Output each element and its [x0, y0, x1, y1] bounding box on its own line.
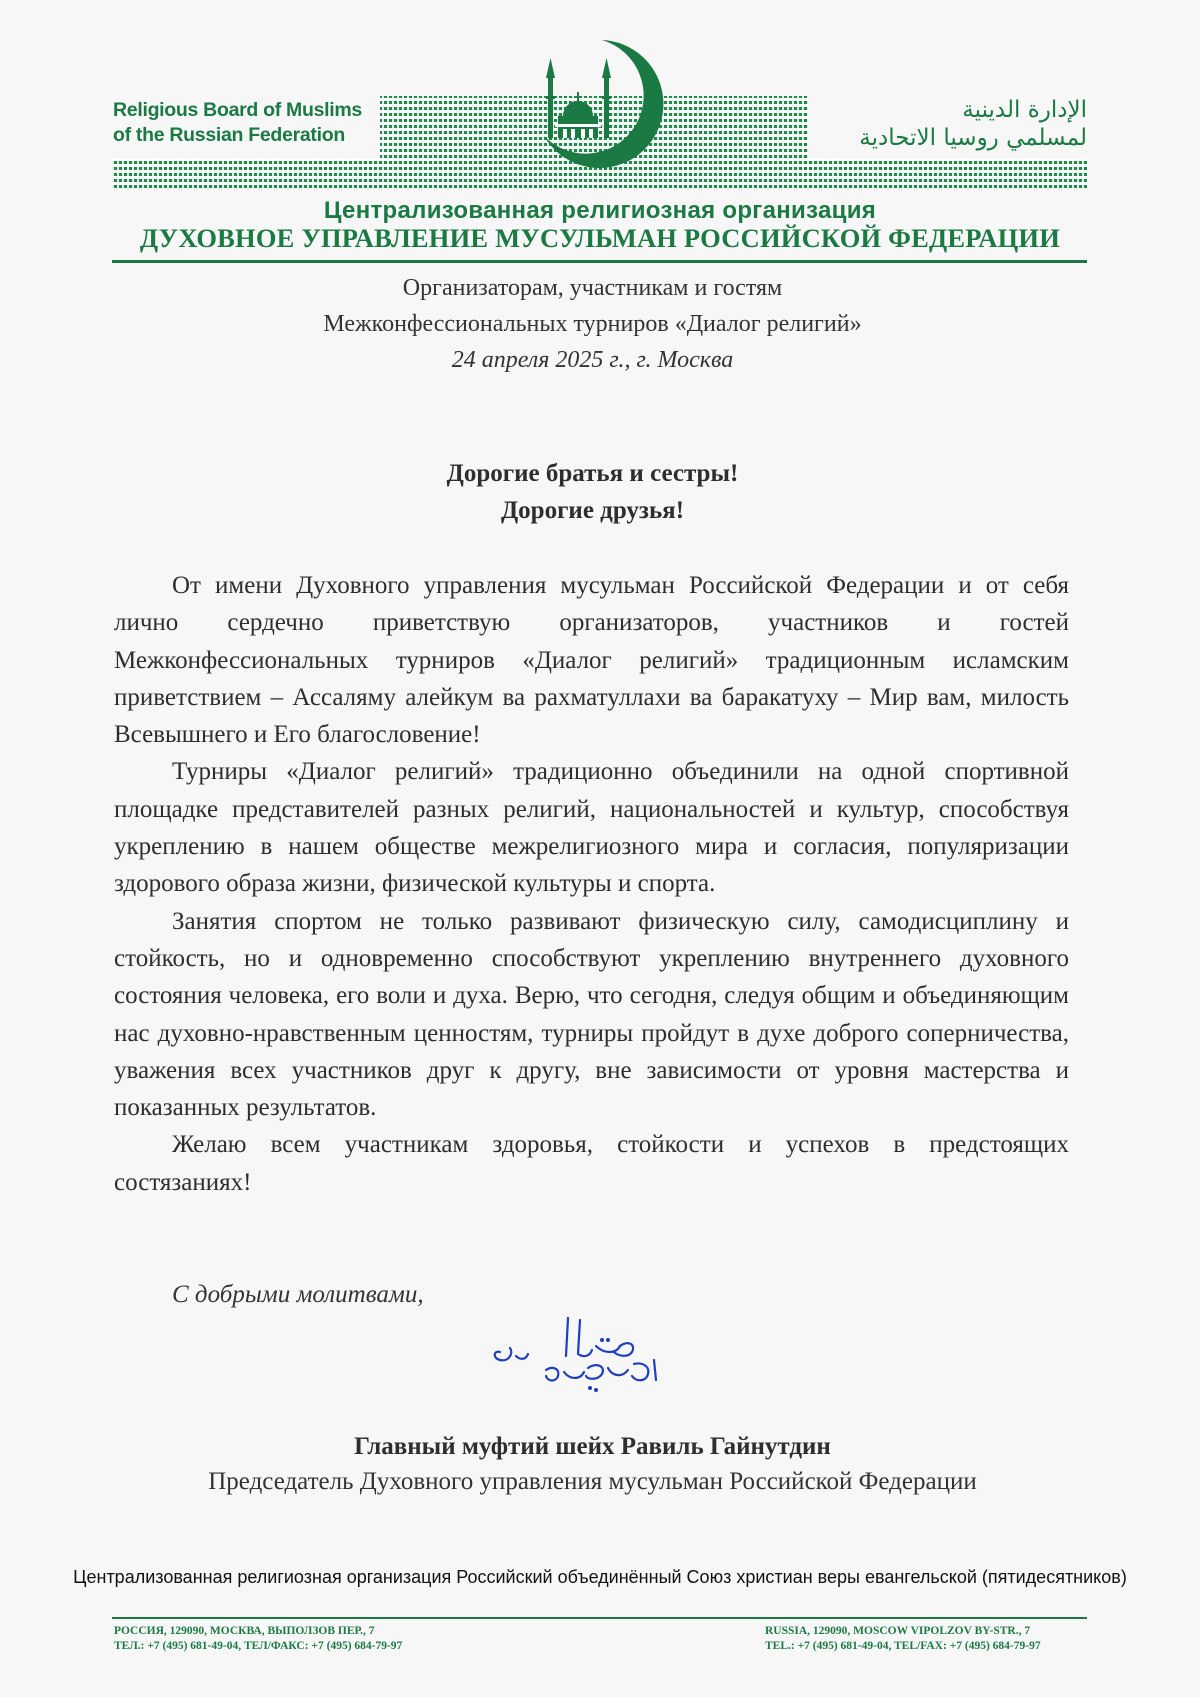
date-place: 24 апреля 2025 г., г. Москва — [451, 347, 734, 373]
footer-left-line1: РОССИЯ, 129090, МОСКВА, ВЫПОЛЗОВ ПЕР., 7 — [114, 1625, 375, 1637]
letterhead-english-line1: Religious Board of Muslims — [113, 99, 362, 121]
footer-right-line1: RUSSIA, 129090, MOSCOW VIPOLZOV BY-STR., 7 — [765, 1625, 1031, 1637]
letter-body — [114, 567, 1069, 1201]
footer-divider — [112, 1617, 1087, 1619]
addressee-line1: Организаторам, участникам и гостям — [402, 275, 783, 301]
letterhead-arabic-name — [800, 96, 1087, 152]
signer-title: Председатель Духовного управления мусульман Российской Федерации — [208, 1468, 977, 1495]
header-divider — [112, 260, 1087, 263]
footer-address-russian — [114, 1624, 402, 1654]
greeting-line1: Дорогие братья и сестры! — [446, 460, 739, 487]
footer-address-english — [765, 1624, 1041, 1654]
addressee-line2: Межконфессиональных турниров «Диалог религий» — [323, 311, 862, 337]
footer-left-line2: ТЕЛ.: +7 (495) 681-49-04, ТЕЛ/ФАКС: +7 (495) 684-79-97 — [114, 1640, 403, 1652]
letterhead-english-line2: of the Russian Federation — [113, 124, 345, 146]
body-paragraph-2: Турниры «Диалог религий» традиционно объединили на одной спортивной площадке представителей разных религий, национальностей и культур, способствуя укреплению в нашем обществе межрелигиозного мира и согласия, популяризации здорового образа жизни, физической культуры и спорта. — [114, 758, 1069, 898]
letterhead-arabic-line1: الإدارة الدينية — [962, 97, 1087, 123]
letterhead-arabic-line2: لمسلمي روسيا الاتحادية — [859, 125, 1087, 151]
greeting-line2: Дорогие друзья! — [500, 497, 685, 524]
closing-phrase: С добрыми молитвами, — [172, 1281, 424, 1308]
body-paragraph-4: Желаю всем участникам здоровья, стойкости и успехов в предстоящих состязаниях! — [114, 1131, 1069, 1196]
body-paragraph-3: Занятия спортом не только развивают физическую силу, самодисциплину и стойкость, но и одновременно способствуют укреплению внутреннего духовного состояния человека, его воли и духа. Верю, что сегодня, следуя общим и объединяющим нас духовно-нравственным ценностям, турниры пройдут в духе доброго соперничества, уважения всех участников друг к другу, вне зависимости от уровня мастерства и показанных результатов. — [114, 907, 1069, 1122]
crescent-mosque-icon — [530, 36, 670, 176]
letterhead-english-name — [113, 98, 413, 148]
organization-type: Централизованная религиозная организация — [323, 197, 877, 224]
handwritten-signature-icon — [480, 1310, 680, 1400]
document-caption: Централизованная религиозная организация Российский объединённый Союз христиан веры евангельской (пятидесятников) — [73, 1567, 1127, 1587]
footer-right-line2: TEL.: +7 (495) 681-49-04, TEL/FAX: +7 (495) 684-79-97 — [765, 1640, 1041, 1652]
signer-name: Главный муфтий шейх Равиль Гайнутдин — [354, 1433, 831, 1460]
organization-name: ДУХОВНОЕ УПРАВЛЕНИЕ МУСУЛЬМАН РОССИЙСКОЙ ФЕДЕРАЦИИ — [139, 223, 1061, 253]
body-paragraph-1: От имени Духовного управления мусульман Российской Федерации и от себя лично сердечно приветствую организаторов, участников и гостей Межконфессиональных турниров «Диалог религий» традиционным исламским приветствием – Ассаляму алейкум ва рахматуллахи ва баракатуху – Мир вам, милость Всевышнего и Его благословение! — [114, 572, 1069, 749]
